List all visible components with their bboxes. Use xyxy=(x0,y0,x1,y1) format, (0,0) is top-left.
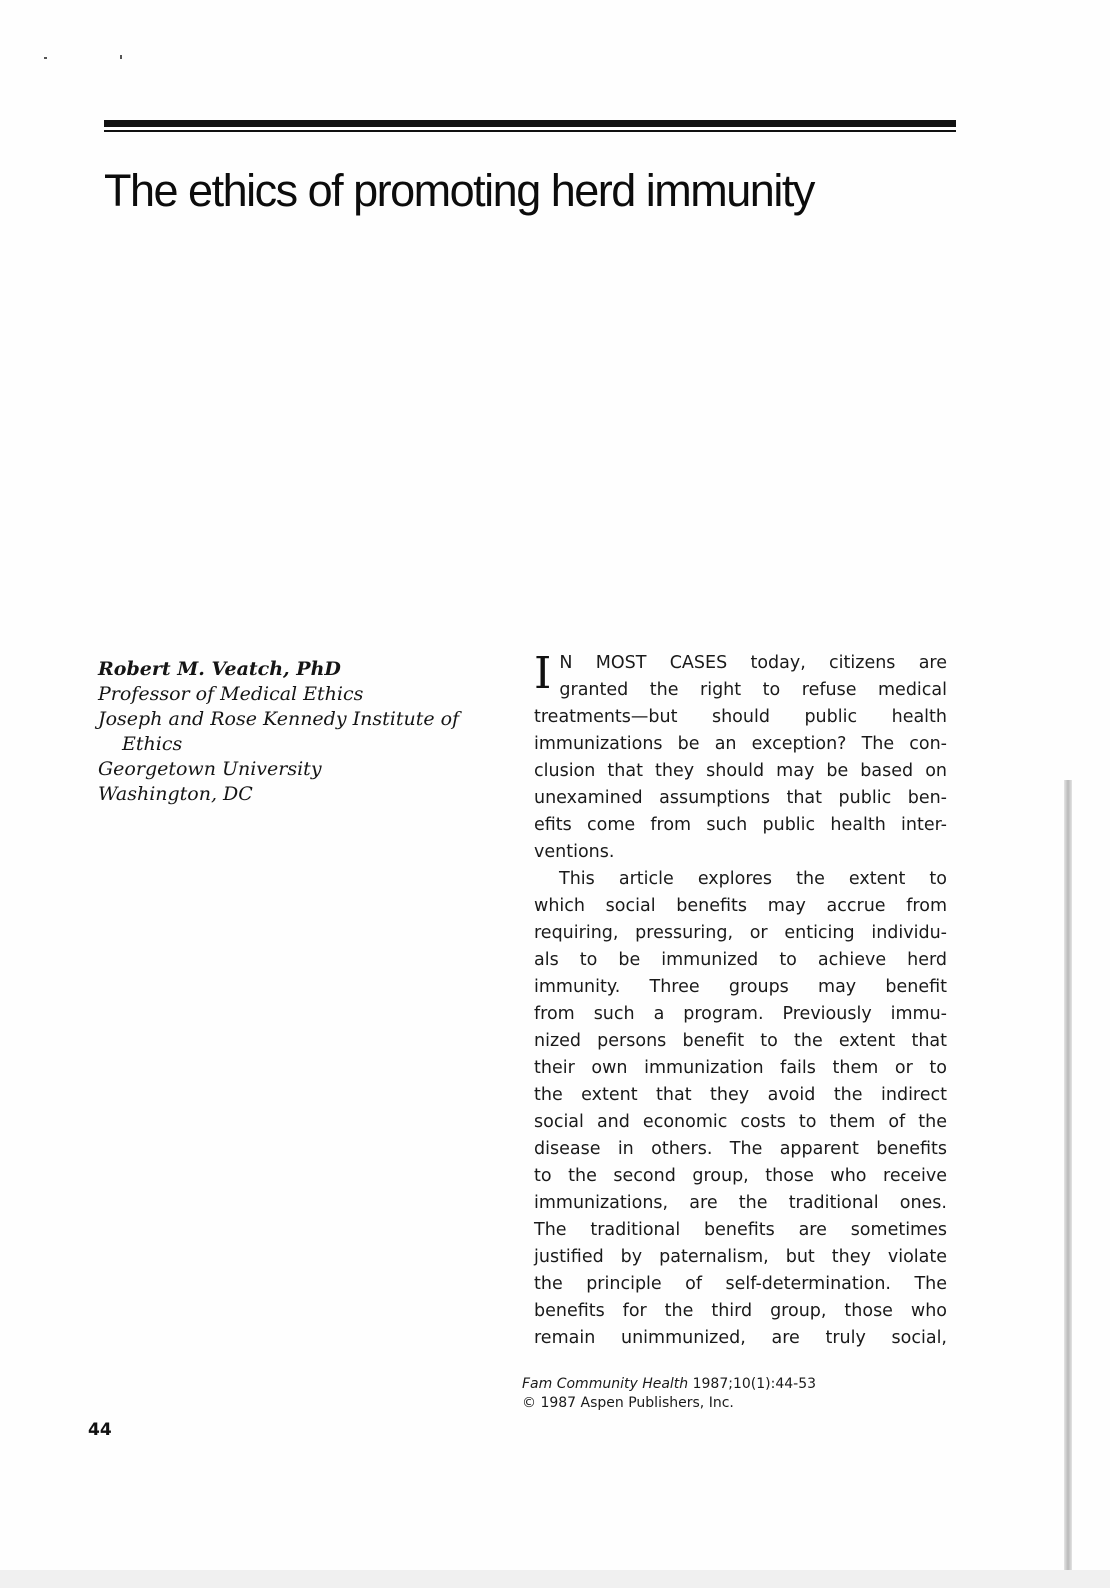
header-rule-thick xyxy=(104,120,956,127)
text-line: granted the right to refuse medical xyxy=(559,680,947,700)
author-affiliation-block xyxy=(98,657,498,807)
text-line: This article explores the extent to xyxy=(559,869,947,889)
text-line: treatments—but should public health xyxy=(534,707,947,727)
text-line: the principle of self-determination. The xyxy=(534,1274,947,1294)
text-line: benefits for the third group, those who xyxy=(534,1301,947,1321)
abstract-paragraph-1 xyxy=(534,650,947,866)
author-title: Professor of Medical Ethics xyxy=(98,683,364,705)
copyright-line: © 1987 Aspen Publishers, Inc. xyxy=(522,1395,734,1411)
text-line: immunizations be an exception? The con- xyxy=(534,734,947,754)
citation-line xyxy=(522,1375,816,1394)
citation-details: 1987;10(1):44-53 xyxy=(688,1376,817,1392)
header-rule-thin xyxy=(104,130,956,132)
text-line: to the second group, those who receive xyxy=(534,1166,947,1186)
author-location: Washington, DC xyxy=(98,783,253,805)
text-line: their own immunization fails them or to xyxy=(534,1058,947,1078)
text-line: from such a program. Previously immu- xyxy=(534,1004,947,1024)
journal-name: Fam Community Health xyxy=(522,1376,689,1392)
author-university: Georgetown University xyxy=(98,758,322,780)
text-line: The traditional benefits are sometimes xyxy=(534,1220,947,1240)
scan-speck xyxy=(120,55,122,59)
author-name: Robert M. Veatch, PhD xyxy=(98,658,341,680)
scan-bottom-shade xyxy=(0,1570,1110,1588)
text-line: ventions. xyxy=(534,842,615,862)
abstract-column xyxy=(534,650,947,1352)
text-line: social and economic costs to them of the xyxy=(534,1112,947,1132)
text-line: the extent that they avoid the indirect xyxy=(534,1085,947,1105)
text-line: requiring, pressuring, or enticing individu- xyxy=(534,923,947,943)
text-line: clusion that they should may be based on xyxy=(534,761,947,781)
scan-edge-shadow xyxy=(1064,780,1072,1580)
article-title: The ethics of promoting herd immunity xyxy=(104,165,814,216)
text-line: nized persons benefit to the extent that xyxy=(534,1031,947,1051)
text-line: als to be immunized to achieve herd xyxy=(534,950,947,970)
text-line: immunity. Three groups may benefit xyxy=(534,977,947,997)
text-line: immunizations, are the traditional ones. xyxy=(534,1193,947,1213)
scan-speck xyxy=(44,57,47,59)
text-line: which social benefits may accrue from xyxy=(534,896,947,916)
author-institute-cont: Ethics xyxy=(122,733,183,755)
text-line: remain unimmunized, are truly social, xyxy=(534,1328,947,1348)
text-line: disease in others. The apparent benefits xyxy=(534,1139,947,1159)
author-institute: Joseph and Rose Kennedy Institute of xyxy=(98,708,460,730)
text-line: unexamined assumptions that public ben- xyxy=(534,788,947,808)
text-line: N MOST CASES today, citizens are xyxy=(559,653,947,673)
text-line: efits come from such public health inter- xyxy=(534,815,947,835)
page-number: 44 xyxy=(88,1420,112,1440)
abstract-paragraph-2 xyxy=(534,866,947,1352)
journal-citation xyxy=(522,1375,816,1413)
text-line: justified by paternalism, but they violate xyxy=(534,1247,947,1267)
drop-cap: I xyxy=(534,648,552,699)
